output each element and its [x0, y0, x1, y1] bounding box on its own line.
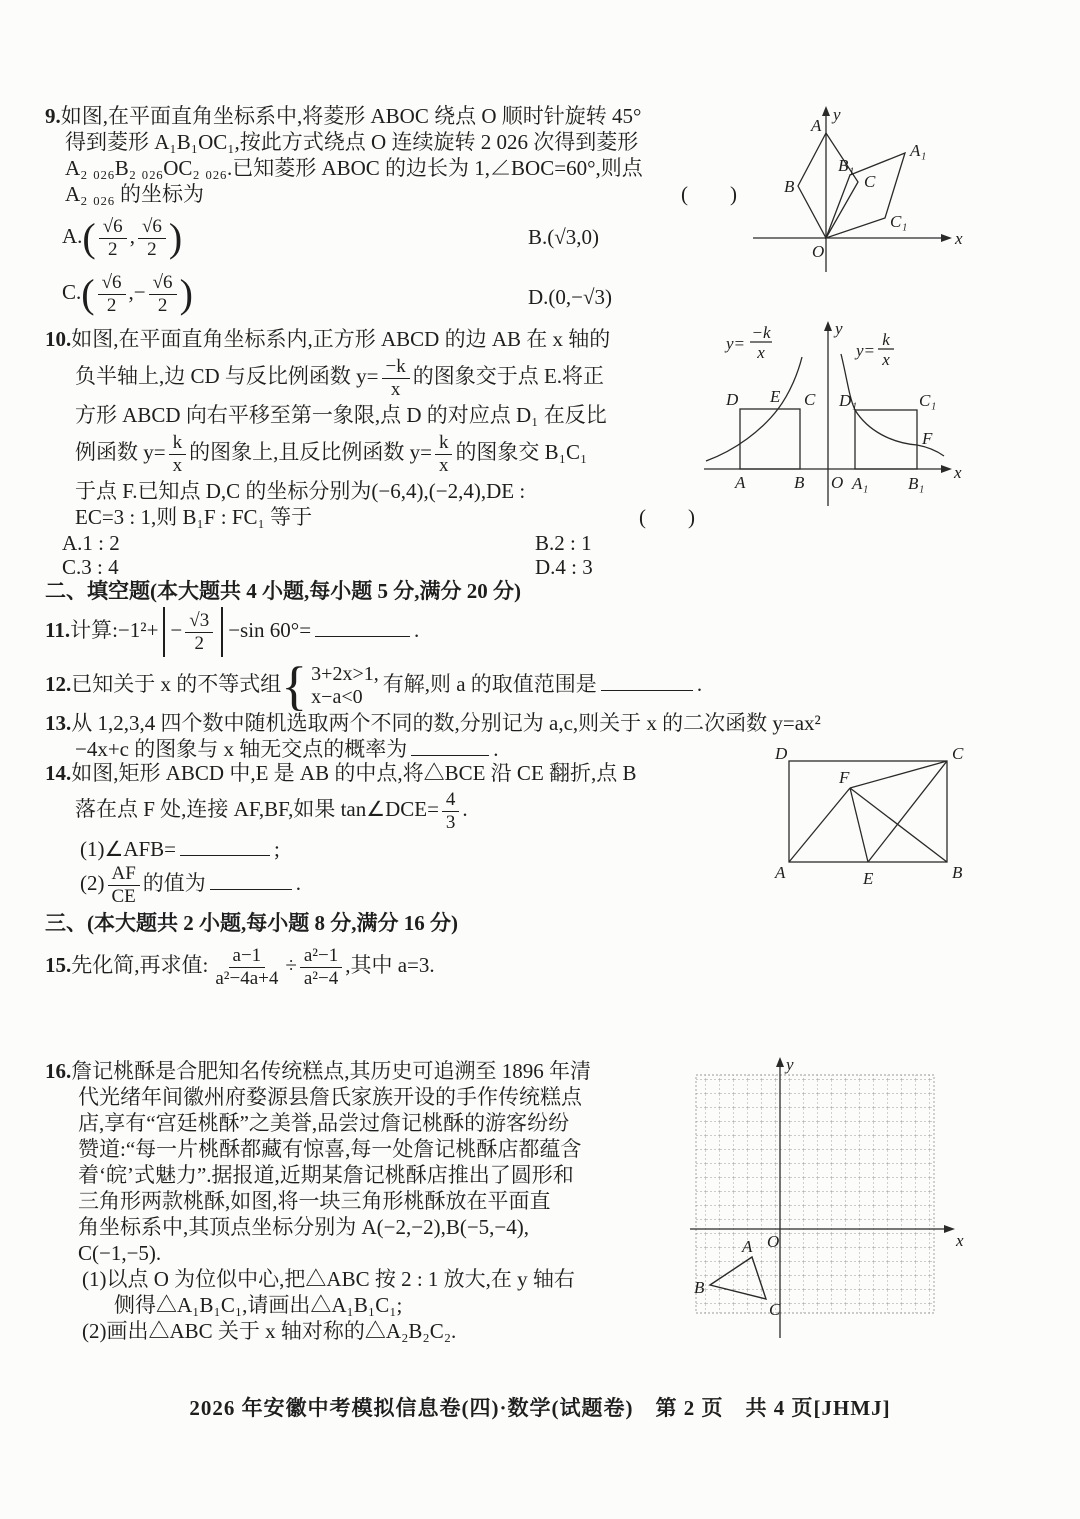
point-label-B: B [952, 863, 963, 882]
q10-line3: 方形 ABCD 向右平移至第一象限,点 D 的对应点 D₁ 在反比 [75, 403, 607, 427]
q14-line2: 落在点 F 处,连接 AF,BF,如果 tan∠DCE= $\frac{4}{3}$ . [75, 789, 468, 833]
point-label-D1: D₁ [839, 391, 858, 410]
fraction: $\frac{4}{3}$ [442, 789, 460, 833]
curve-label-neg [724, 323, 772, 362]
origin-label-O: O [767, 1232, 780, 1251]
q9-line3 [65, 155, 643, 181]
fraction: $\frac{AF}{CE}$ [108, 863, 140, 907]
point-label-A: A [735, 473, 746, 492]
answer-blank [180, 852, 270, 856]
point-label-B: B [784, 177, 795, 196]
rectangle-ABCD [789, 761, 947, 862]
question-text: 如图,在平面直角坐标系中,将菱形 ABOC 绕点 O 顺时针旋转 45° [60, 104, 642, 128]
q16-sub2: (2)画出△ABC 关于 x 轴对称的△A₂B₂C₂. [82, 1319, 457, 1343]
coordinate-grid [696, 1075, 934, 1313]
q16-line8: C(−1,−5). [78, 1241, 162, 1265]
q16-line2: 代光绪年间徽州府婺源县詹氏家族开设的手作传统糕点 [78, 1085, 582, 1109]
q9-option-a [62, 210, 182, 262]
axis-label-x: x [954, 463, 962, 482]
q14-line1: 14.如图,矩形 ABCD 中,E 是 AB 的中点,将△BCE 沿 CE 翻折,点 B [45, 761, 637, 785]
answer-bracket: ( ) [639, 505, 695, 529]
point-label-A: A [775, 863, 786, 882]
point-label-F: F [839, 768, 850, 787]
fraction: $\frac{\text{a²−1}}{\text{a²−4}}$ [300, 945, 342, 989]
fraction: $\frac{a-1}{\text{a²−4a+4}}$ [215, 945, 279, 989]
q10-option-b: B.2 : 1 [535, 531, 592, 555]
paren: ) [168, 215, 183, 261]
q9-line4 [65, 181, 737, 207]
question-text: 得到菱形 A₁B₁OC₁,按此方式绕点 O 连续旋转 2 026 次得到菱形 [65, 130, 639, 154]
point-label-E: E [863, 869, 874, 888]
q16-sub1a: (1)以点 O 为位似中心,把△ABC 按 2 : 1 放大,在 y 轴右 [82, 1267, 575, 1291]
axis-label-y: y [786, 1055, 794, 1074]
axis-label-y: y [835, 319, 843, 338]
q10-option-d: D.4 : 3 [535, 555, 593, 579]
figure-q16-grid-triangle [678, 1052, 980, 1344]
paren: ) [179, 271, 193, 317]
x-axis-arrow [944, 1225, 955, 1233]
q16-line1: 16.詹记桃酥是合肥知名传统糕点,其历史可追溯至 1896 年清 [45, 1059, 591, 1083]
answer-blank [210, 886, 292, 890]
point-label-O: O [831, 473, 844, 492]
point-label-B: B [694, 1278, 705, 1297]
q14-sub2: (2) $\frac{AF}{CE}$ 的值为 . [80, 863, 302, 907]
q10-line6: EC=3 : 1,则 B₁F : FC₁ 等于 ( ) [75, 505, 695, 529]
svg-text:k: k [882, 330, 890, 349]
point-label-A: A [811, 116, 822, 135]
point-label-C: C [864, 172, 876, 191]
fraction: $\frac{√6}{2}$ [98, 272, 126, 316]
comma: , [129, 224, 135, 248]
x-axis-arrow [941, 234, 952, 242]
point-label-A1: A₁ [910, 141, 927, 160]
point-label-A1: A₁ [852, 474, 869, 493]
q9-line2 [65, 129, 638, 155]
paren: ( [82, 215, 96, 261]
q16-line6: 三角形两款桃酥,如图,将一块三角形桃酥放在平面直 [78, 1189, 551, 1213]
answer-bracket: ( ) [681, 182, 737, 206]
point-label-O: O [812, 242, 825, 261]
q9-option-d: D.(0,−√3) [528, 285, 613, 309]
q10-option-a: A.1 : 2 [62, 531, 120, 555]
page-footer: 2026 年安徽中考模拟信息卷(四)·数学(试题卷) 第 2 页 共 4 页[JHMJ] [189, 1396, 891, 1420]
q12-line: 12.已知关于 x 的不等式组{ 3+2x>1, x−a<0 有解,则 a 的取值范围是 . [45, 656, 703, 717]
y-axis-arrow [824, 321, 832, 331]
option-label: A. [62, 224, 83, 248]
q13-line2: −4x+c 的图象与 x 轴无交点的概率为 . [75, 737, 499, 761]
question-number: 9. [45, 104, 61, 128]
fraction: $\frac{k}{x}$ [169, 432, 187, 476]
fraction: $\frac{√6}{2}$ [149, 272, 177, 316]
rhombus-ABOC [798, 133, 858, 238]
figure-q9-rhombus-rotation [745, 98, 1065, 296]
axis-label-y: y [833, 105, 841, 124]
answer-blank [315, 633, 410, 637]
svg-text:x: x [757, 343, 765, 362]
point-label-D: D [726, 390, 739, 409]
abs-bar [163, 607, 165, 657]
system-brace: { [281, 656, 308, 717]
fraction: $\frac{√3}{2}$ [185, 610, 213, 654]
inequality-system: 3+2x>1, x−a<0 [311, 663, 379, 709]
svg-text:y=: y= [726, 334, 746, 353]
point-label-B1: B₁ [838, 156, 855, 175]
option-label: C. [62, 280, 82, 304]
svg-text:x: x [882, 350, 890, 369]
section-3-header: 三、(本大题共 2 小题,每小题 8 分,满分 16 分) [45, 911, 458, 935]
q16-sub1b: 侧得△A₁B₁C₁,请画出△A₁B₁C₁; [114, 1293, 403, 1317]
segment-FC [850, 761, 947, 788]
q10-line1: 10.如图,在平面直角坐标系内,正方形 ABCD 的边 AB 在 x 轴的 [45, 327, 611, 351]
paren: ( [81, 271, 95, 317]
q15-line: 15.先化简,再求值: $\frac{a-1}{\text{a²−4a+4}}$ ÷ $\frac{\text{a²−1}}{\text{a²−4}}$ ,其中 a=3. [45, 945, 435, 989]
svg-text:y=: y= [856, 341, 876, 360]
point-label-F: F [922, 429, 933, 448]
point-label-A: A [742, 1237, 753, 1256]
point-label-C: C [952, 746, 964, 763]
q10-line4: 例函数 y= $\frac{k}{x}$ 的图象上,且反比例函数 y= $\frac{k}{x}$ 的图象交 B₁C₁ [75, 432, 588, 476]
segment-FB [850, 788, 947, 862]
square-A1B1C1D1 [855, 410, 917, 469]
answer-blank [601, 687, 693, 691]
y-axis-arrow [776, 1057, 784, 1067]
question-text: A₂ ₀₂₆ 的坐标为 [65, 182, 204, 206]
point-label-C: C [769, 1300, 781, 1319]
segment-AF [789, 788, 850, 862]
fraction: $\frac{k}{x}$ [435, 432, 453, 476]
fraction: $\frac{-k}{x}$ [382, 356, 410, 400]
point-label-B: B [794, 473, 805, 492]
comma: ,− [128, 280, 146, 304]
q9-option-c [62, 266, 193, 318]
q16-line3: 店,享有“宫廷桃酥”之美誉,品尝过詹记桃酥的游客纷纷 [78, 1111, 570, 1135]
abs-bar [221, 607, 223, 657]
q10-option-c: C.3 : 4 [62, 555, 119, 579]
point-label-E: E [770, 387, 781, 406]
question-text: A₂ ₀₂₆B₂ ₀₂₆OC₂ ₀₂₆.已知菱形 ABOC 的边长为 1,∠BOC=60°,则点 [65, 156, 643, 180]
q9-option-b: B.(√3,0) [528, 225, 600, 249]
point-label-D: D [775, 746, 788, 763]
q13-line1: 13.从 1,2,3,4 四个数中随机选取两个不同的数,分别记为 a,c,则关于 x 的二次函数 y=ax² [45, 711, 821, 735]
y-axis-arrow [822, 106, 830, 116]
q14-sub1: (1)∠AFB= ; [80, 837, 280, 861]
figure-q10-hyperbola-squares [698, 316, 965, 512]
section-2-header: 二、填空题(本大题共 4 小题,每小题 5 分,满分 20 分) [45, 579, 521, 603]
axis-label-x: x [955, 229, 963, 248]
x-axis-arrow [941, 465, 952, 473]
q9-line1 [45, 103, 641, 129]
point-label-C1: C₁ [890, 212, 908, 231]
point-label-B1: B₁ [908, 474, 925, 493]
answer-blank [411, 752, 489, 756]
axis-label-x: x [956, 1231, 964, 1250]
q16-line5: 着‘皖’式魅力”.据报道,近期某詹记桃酥店推出了圆形和 [78, 1163, 574, 1187]
q10-line2: 负半轴上,边 CD 与反比例函数 y= $\frac{-k}{x}$ 的图象交于点 E.将正 [75, 356, 605, 400]
point-label-C1: C₁ [919, 391, 937, 410]
figure-q14-rectangle-fold [773, 746, 965, 891]
curve-label-pos [854, 330, 894, 369]
q10-line5: 于点 F.已知点 D,C 的坐标分别为(−6,4),(−2,4),DE : [75, 479, 526, 503]
q16-line4: 赞道:“每一片桃酥都藏有惊喜,每一处詹记桃酥店都蕴含 [78, 1137, 582, 1161]
q16-line7: 角坐标系中,其顶点坐标分别为 A(−2,−2),B(−5,−4), [78, 1215, 530, 1239]
svg-text:−k: −k [751, 323, 771, 342]
q11-line: 11.计算:−1²+ − $\frac{√3}{2}$ −sin 60°= . [45, 602, 419, 658]
fraction: $\frac{√6}{2}$ [138, 216, 166, 260]
fraction: $\frac{√6}{2}$ [99, 216, 127, 260]
point-label-C: C [804, 390, 816, 409]
